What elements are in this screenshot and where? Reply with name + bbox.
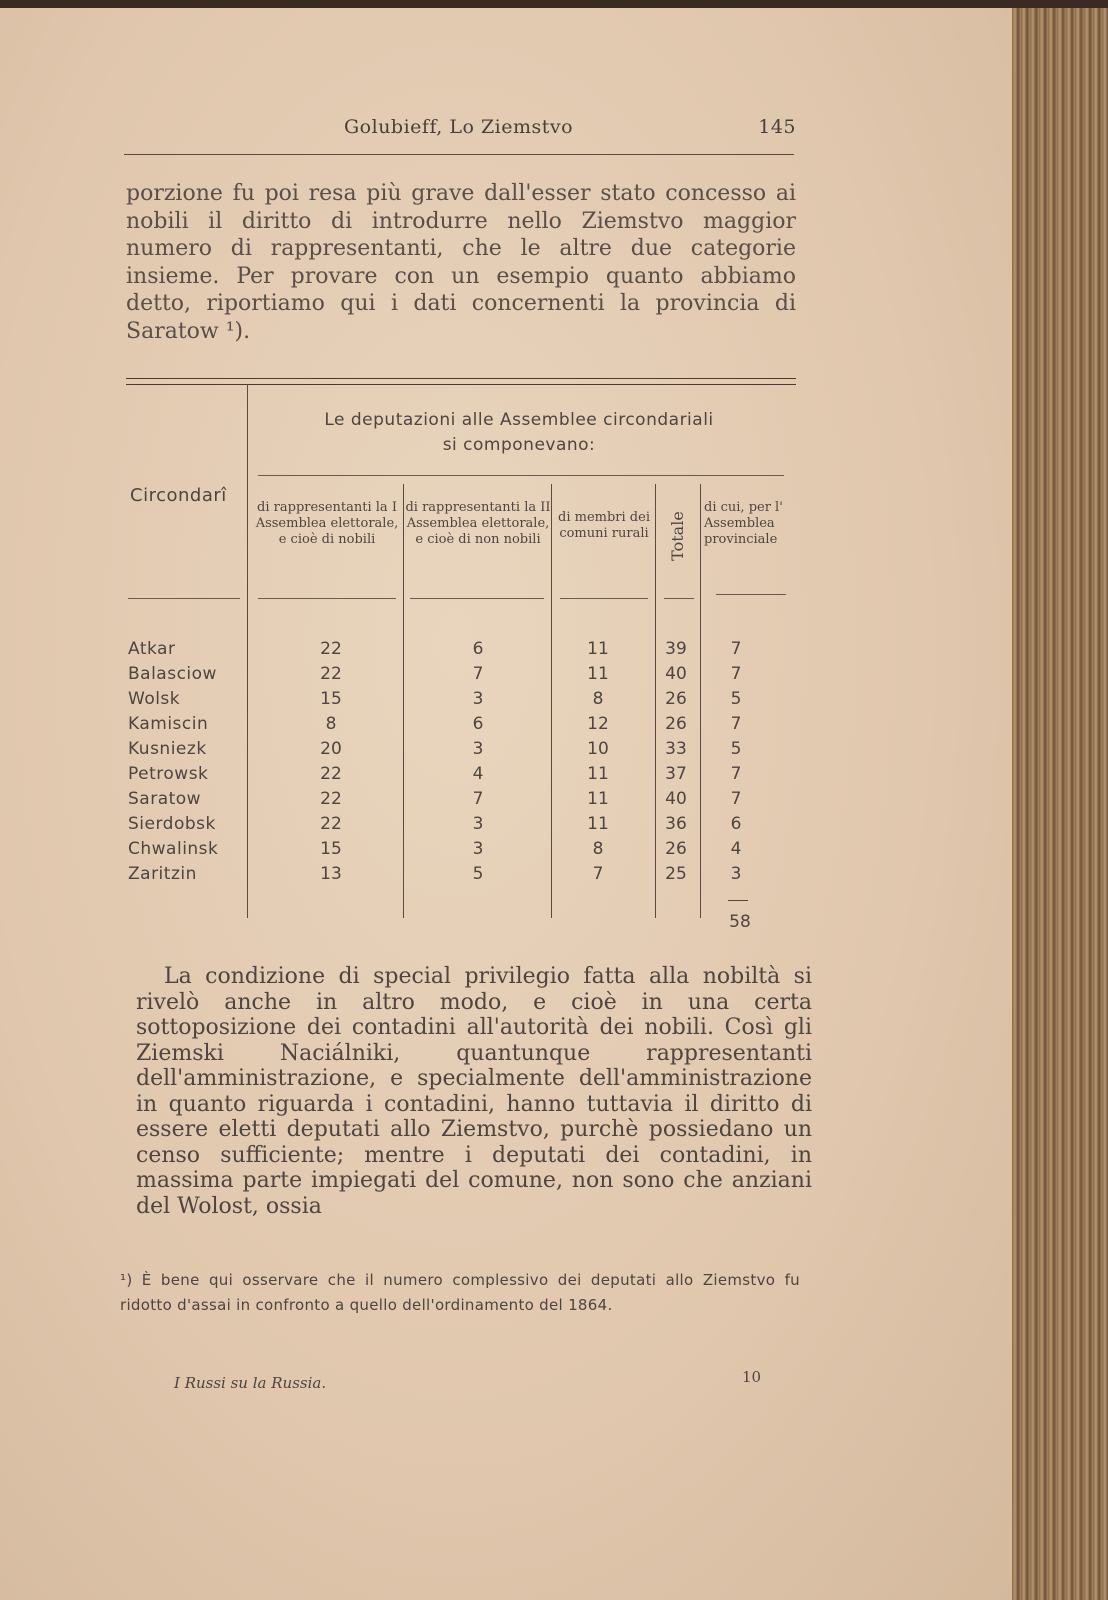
cell-provinciale: 5	[730, 689, 742, 709]
table-row	[128, 739, 788, 763]
cell-totale: 26	[665, 839, 687, 859]
cell-totale: 26	[665, 689, 687, 709]
col-header-totale: Totale	[668, 511, 687, 561]
cell-non-nobili: 4	[472, 764, 484, 784]
caption-line-1: Le deputazioni alle Assemblee circondariali	[324, 410, 714, 430]
table-top-rule	[126, 378, 796, 385]
table-caption	[254, 408, 784, 458]
cell-totale: 25	[665, 864, 687, 884]
table-row	[128, 764, 788, 788]
signature-number: 10	[742, 1368, 762, 1386]
sum-rule	[728, 900, 748, 901]
col-header-non-nobili: di rappresentanti la II Assemblea elettorale, e cioè di non nobili	[405, 500, 551, 547]
table-header-rule	[716, 594, 786, 595]
col-header-comuni: di membri dei comuni rurali	[558, 510, 650, 541]
circondario-name: Saratow	[128, 789, 202, 809]
cell-nobili: 13	[320, 864, 342, 884]
row-header: Circondarî	[130, 485, 227, 506]
cell-comuni: 12	[587, 714, 609, 734]
table-header-rule	[128, 598, 240, 599]
table-row	[128, 789, 788, 813]
cell-non-nobili: 6	[472, 714, 484, 734]
circondario-name: Wolsk	[128, 689, 181, 709]
cell-comuni: 8	[592, 839, 604, 859]
cell-totale: 39	[665, 639, 687, 659]
cell-non-nobili: 7	[472, 664, 484, 684]
cell-provinciale: 5	[730, 739, 742, 759]
cell-comuni: 11	[587, 764, 609, 784]
table-row	[128, 839, 788, 863]
cell-non-nobili: 3	[472, 839, 484, 859]
table-header-rule	[560, 598, 648, 599]
cell-nobili: 22	[320, 639, 342, 659]
paragraph-1: porzione fu poi resa più grave dall'esser stato concesso ai nobili il diritto di introdurre nello Ziemstvo maggior numero di rappresentanti, che le altre due categorie insieme. Per provare con un esempio quanto abbiamo detto, riportiamo qui i dati concernenti la provincia di Saratow ¹).	[126, 181, 796, 344]
cell-nobili: 15	[320, 689, 342, 709]
circondario-name: Balasciow	[128, 664, 217, 684]
cell-nobili: 22	[320, 664, 342, 684]
running-title: Golubieff, Lo Ziemstvo	[344, 116, 574, 138]
cell-non-nobili: 3	[472, 814, 484, 834]
circondario-name: Kamiscin	[128, 714, 209, 734]
cell-comuni: 8	[592, 689, 604, 709]
cell-totale: 40	[665, 664, 687, 684]
table-header-rule	[258, 598, 396, 599]
table-row	[128, 814, 788, 838]
cell-nobili: 20	[320, 739, 342, 759]
cell-provinciale: 7	[730, 664, 742, 684]
page-edge	[1012, 8, 1108, 1600]
col-header-nobili: di rappresentanti la I Assemblea elettorale, e cioè di nobili	[255, 500, 399, 547]
cell-provinciale: 4	[730, 839, 742, 859]
cell-non-nobili: 3	[472, 739, 484, 759]
cell-non-nobili: 3	[472, 689, 484, 709]
cell-provinciale: 7	[730, 639, 742, 659]
circondario-name: Atkar	[128, 639, 176, 659]
cell-totale: 26	[665, 714, 687, 734]
cell-totale: 33	[665, 739, 687, 759]
cell-provinciale: 7	[730, 714, 742, 734]
table-row	[128, 664, 788, 688]
table-header-rule	[410, 598, 544, 599]
cell-non-nobili: 7	[472, 789, 484, 809]
circondario-name: Sierdobsk	[128, 814, 216, 834]
footnote: ¹) È bene qui osservare che il numero complessivo dei deputati allo Ziemstvo fu ridotto d'assai in confronto a quello dell'ordinamento del 1864.	[120, 1271, 800, 1314]
cell-comuni: 11	[587, 789, 609, 809]
cell-comuni: 10	[587, 739, 609, 759]
circondario-name: Kusniezk	[128, 739, 207, 759]
paragraph-2: La condizione di special privilegio fatta alla nobiltà si rivelò anche in altro modo, e cioè in una certa sottoposizione dei contadini all'autorità dei nobili. Così gli Ziemski Naciálniki, quantunque rappresentanti dell'amministrazione, e specialmente dell'amministrazione in quanto riguarda i contadini, hanno tuttavia il diritto di essere eletti deputati allo Ziemstvo, purchè possiedano un censo sufficiente; mentre i deputati dei contadini, in massima parte impiegati del comune, non sono che anziani del Wolost, ossia	[136, 964, 812, 1219]
cell-comuni: 11	[587, 664, 609, 684]
caption-line-2: si componevano:	[442, 435, 596, 455]
page-number: 145	[758, 116, 796, 138]
cell-provinciale: 6	[730, 814, 742, 834]
cell-comuni: 11	[587, 814, 609, 834]
running-header	[124, 116, 804, 146]
cell-nobili: 22	[320, 789, 342, 809]
table-row	[128, 714, 788, 738]
cell-provinciale: 3	[730, 864, 742, 884]
cell-comuni: 7	[592, 864, 604, 884]
cell-provinciale: 7	[730, 789, 742, 809]
col-header-provinciale: di cui, per l' Assemblea provinciale	[704, 500, 783, 547]
header-rule	[124, 154, 794, 155]
cell-nobili: 15	[320, 839, 342, 859]
cell-non-nobili: 6	[472, 639, 484, 659]
cell-nobili: 22	[320, 764, 342, 784]
table-row	[128, 689, 788, 713]
cell-nobili: 22	[320, 814, 342, 834]
sum-provinciale: 58	[729, 912, 751, 932]
table-row	[128, 639, 788, 663]
cell-provinciale: 7	[730, 764, 742, 784]
cell-totale: 36	[665, 814, 687, 834]
cell-non-nobili: 5	[472, 864, 484, 884]
circondario-name: Petrowsk	[128, 764, 209, 784]
cell-totale: 37	[665, 764, 687, 784]
table-header-rule	[664, 598, 694, 599]
circondario-name: Zaritzin	[128, 864, 197, 884]
cell-nobili: 8	[325, 714, 337, 734]
cell-comuni: 11	[587, 639, 609, 659]
cell-totale: 40	[665, 789, 687, 809]
circondario-name: Chwalinsk	[128, 839, 219, 859]
signature-mark: I Russi su la Russia.	[174, 1374, 327, 1392]
table-row	[128, 864, 788, 888]
table-header-rule	[258, 475, 784, 476]
